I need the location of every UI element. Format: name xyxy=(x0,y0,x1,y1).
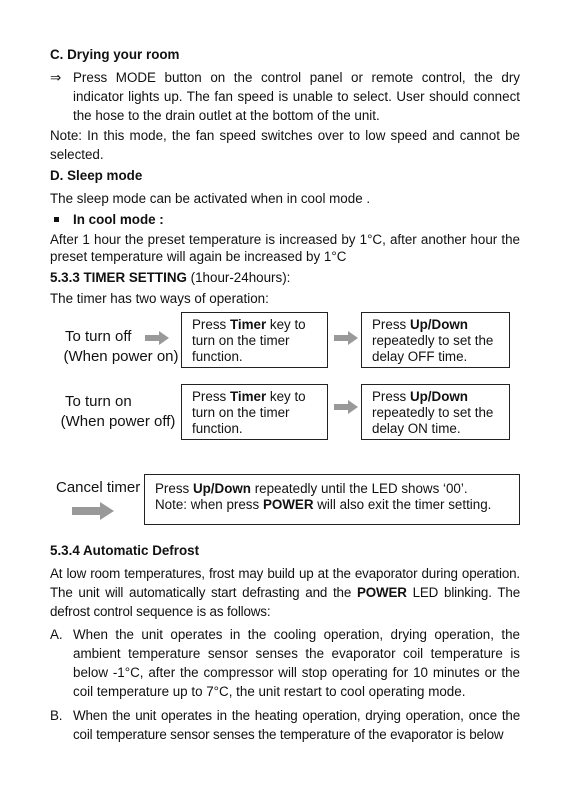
step-text: repeatedly to set the delay OFF time. xyxy=(372,333,494,364)
turn-off-condition: (When power on) xyxy=(63,348,179,365)
timer-key-label: Timer xyxy=(229,389,267,404)
timer-heading xyxy=(50,268,290,287)
cancel-timer-label: Cancel timer xyxy=(56,479,141,496)
defrost-heading: 5.3.4 Automatic Defrost xyxy=(50,543,200,558)
turn-off-step1-box xyxy=(181,312,328,368)
turn-on-step1-box xyxy=(181,384,328,440)
cancel-timer-line1 xyxy=(155,481,509,497)
arrow-right-icon xyxy=(145,331,169,345)
defrost-intro-text: At low room temperatures, frost may build up at the evaporator during operation. The unit will automatically start defrasting and the xyxy=(50,566,520,600)
arrow-right-icon xyxy=(334,331,358,345)
square-bullet-icon xyxy=(54,217,59,222)
defrost-intro xyxy=(50,564,520,621)
up-down-key-label: Up/Down xyxy=(409,389,468,404)
step-text: will also exit the timer setting. xyxy=(313,497,492,512)
step-text: Press xyxy=(155,481,193,496)
defrost-item-text: When the unit operates in the heating operation, drying operation, once the coil temperature sensor senses the temperature of the evaporator is below xyxy=(73,708,520,742)
step-text: repeatedly until the LED shows ‘00’. xyxy=(250,481,468,496)
section-c-heading: C. Drying your room xyxy=(50,47,180,62)
step-text: repeatedly to set the delay ON time. xyxy=(372,405,494,436)
step-text: Press xyxy=(372,389,410,404)
cancel-timer-box xyxy=(144,474,520,525)
section-d-subheading-text: In cool mode : xyxy=(73,212,164,227)
section-c-bullet xyxy=(50,68,520,125)
timer-intro: The timer has two ways of operation: xyxy=(50,291,269,306)
turn-on-step2-box xyxy=(361,384,510,440)
turn-on-label-line1: To turn on xyxy=(65,393,132,410)
up-down-key-label: Up/Down xyxy=(192,481,251,496)
list-marker: A. xyxy=(50,627,63,642)
defrost-item-b xyxy=(50,706,520,744)
arrow-right-icon: ⇒ xyxy=(50,70,62,85)
section-c-note: Note: In this mode, the fan speed switches over to low speed and cannot be selected. xyxy=(50,128,520,162)
section-d-body: After 1 hour the preset temperature is increased by 1°C, after another hour the preset temperature will again be increased by 1°C xyxy=(50,232,520,264)
list-marker: B. xyxy=(50,708,63,723)
step-text: Note: when press xyxy=(155,497,263,512)
timer-heading-bold: 5.3.3 TIMER SETTING xyxy=(50,270,187,285)
defrost-item-text: When the unit operates in the cooling operation, drying operation, the ambient temperature sensor senses the evaporator coil temperature is below -1°C, after the compressor will stop operating for 10 minutes or the coil temperature up to 7°C, the unit restart to cool operating mode. xyxy=(73,627,520,699)
turn-off-label-line1: To turn off xyxy=(65,328,132,345)
timer-heading-rest: (1hour-24hours): xyxy=(186,270,291,285)
arrow-right-icon xyxy=(334,400,358,414)
turn-on-label xyxy=(56,392,186,412)
step-text: Press xyxy=(372,317,410,332)
step-text: key to turn on the timer function. xyxy=(192,317,306,364)
step-text: key to turn on the timer function. xyxy=(192,389,306,436)
section-d-heading: D. Sleep mode xyxy=(50,168,143,183)
arrow-right-icon xyxy=(72,502,114,520)
defrost-item-a xyxy=(50,625,520,701)
section-c-bullet-text: Press MODE button on the control panel or remote control, the dry indicator lights up. The fan speed is unable to select. User should connect the hose to the drain outlet at the bottom of the unit. xyxy=(73,70,520,123)
up-down-key-label: Up/Down xyxy=(409,317,468,332)
section-d-intro: The sleep mode can be activated when in cool mode . xyxy=(50,191,371,206)
step-text: Press xyxy=(192,317,230,332)
turn-off-step2-box xyxy=(361,312,510,368)
section-d-subheading xyxy=(50,210,164,229)
turn-on-condition: (When power off) xyxy=(60,413,176,430)
cancel-timer-line2 xyxy=(155,497,509,513)
step-text: Press xyxy=(192,389,230,404)
defrost-intro-text: LED blinking. The defrost control sequence is as follows: xyxy=(50,585,520,619)
timer-key-label: Timer xyxy=(229,317,267,332)
power-key-label: POWER xyxy=(262,497,314,512)
power-key-label: POWER xyxy=(356,585,407,600)
